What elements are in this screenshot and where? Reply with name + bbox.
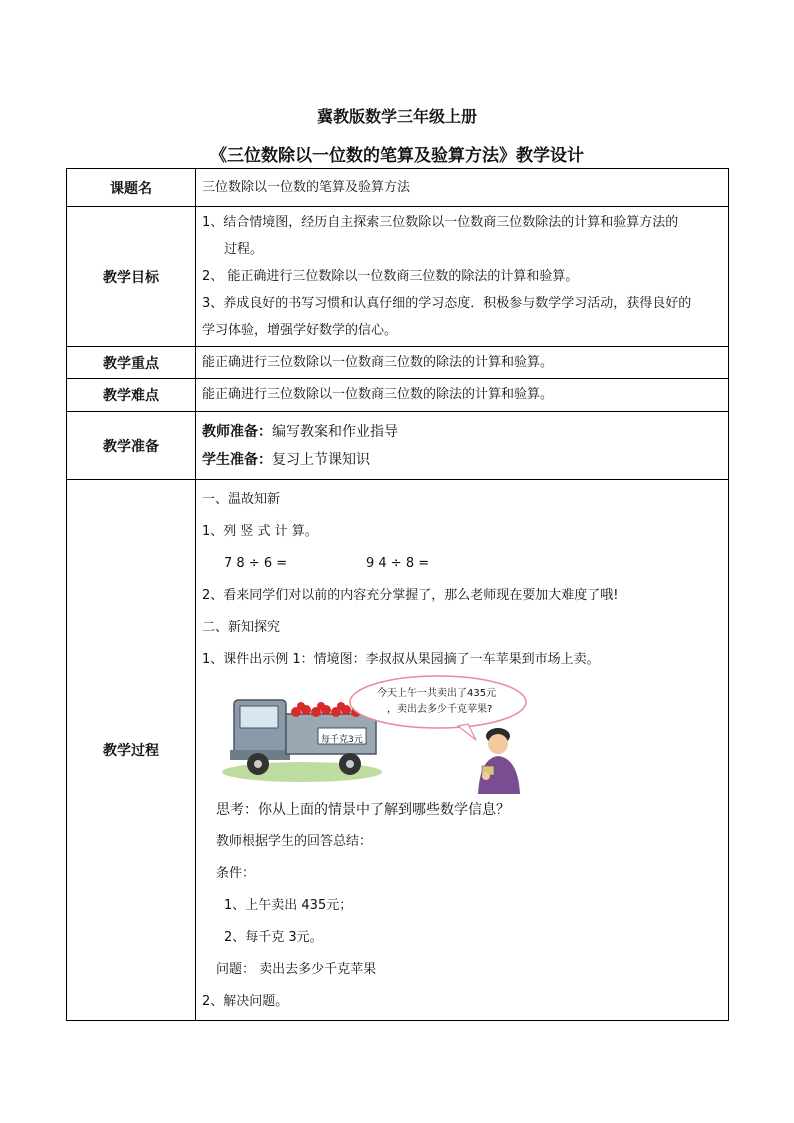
row-difficult [67,379,729,412]
row-topic [67,169,729,207]
row-process [67,480,729,1021]
example-text: 1、课件出示例 1：情境图：李叔叔从果园摘了一车苹果到市场上卖。 [202,652,600,667]
goal-item: 2、 能正确进行三位数除以一位数商三位数的除法的计算和验算。 [202,269,579,284]
section-review: 一、温故知新 [202,492,281,507]
problem-statement: 问题： 卖出去多少千克苹果 [216,962,377,977]
key-label: 教学重点 [67,347,196,379]
lesson-plan-table [66,168,729,1021]
condition-1: 1、上午卖出 435元； [224,898,353,913]
goal-item: 过程。 [224,242,264,257]
key-value: 能正确进行三位数除以一位数商三位数的除法的计算和验算。 [196,347,729,379]
thinking-question: 思考：你从上面的情景中了解到哪些数学信息？ [216,802,510,818]
equation-2: 9 4 ÷ 8 = [366,556,430,571]
row-goals [67,207,729,347]
document-subtitle: 《三位数除以一位数的笔算及验算方法》教学设计 [210,146,584,166]
exercise-heading: 1、列 竖 式 计 算。 [202,524,318,539]
goals-value [196,207,729,347]
man-illustration [460,724,530,794]
process-value [196,480,729,1021]
prep-label: 教学准备 [67,412,196,480]
goals-label: 教学目标 [67,207,196,347]
student-prep-label: 学生准备： [202,451,272,468]
transition-text: 2、看来同学们对以前的内容充分掌握了，那么老师现在要加大难度了哦! [202,588,619,603]
difficult-value: 能正确进行三位数除以一位数商三位数的除法的计算和验算。 [196,379,729,412]
scenario-illustration [202,676,722,794]
topic-value: 三位数除以一位数的笔算及验算方法 [196,169,729,207]
equations [202,548,722,580]
teacher-prep-label: 教师准备： [202,423,272,440]
row-prep [67,412,729,480]
difficult-label: 教学难点 [67,379,196,412]
document-title: 冀教版数学三年级上册 [316,107,477,126]
equation-1: 7 8 ÷ 6 = [224,556,288,571]
solve-heading: 2、解决问题。 [202,994,289,1009]
student-prep-value: 复习上节课知识 [272,451,370,468]
section-explore: 二、新知探究 [202,620,281,635]
topic-label: 课题名 [67,169,196,207]
teacher-prep-value: 编写教案和作业指导 [272,423,398,440]
conditions-heading: 条件： [216,866,256,881]
goal-item: 3、养成良好的书写习惯和认真仔细的学习态度．积极参与数学学习活动，获得良好的 [202,296,692,311]
goal-item: 1、结合情境图，经历自主探索三位数除以一位数商三位数除法的计算和验算方法的 [202,215,679,230]
bubble-text-line2: ，卖出去多少千克苹果? [387,704,493,715]
goal-item: 学习体验，增强学好数学的信心。 [202,323,398,338]
bubble-text-line1: 今天上午一共卖出了435元 [377,688,497,699]
condition-2: 2、每千克 3元。 [224,930,323,945]
prep-value [196,412,729,480]
process-label: 教学过程 [67,480,196,1021]
summary-intro: 教师根据学生的回答总结： [216,834,373,849]
row-key [67,347,729,379]
truck-sign-text: 每千克3元 [321,735,363,745]
